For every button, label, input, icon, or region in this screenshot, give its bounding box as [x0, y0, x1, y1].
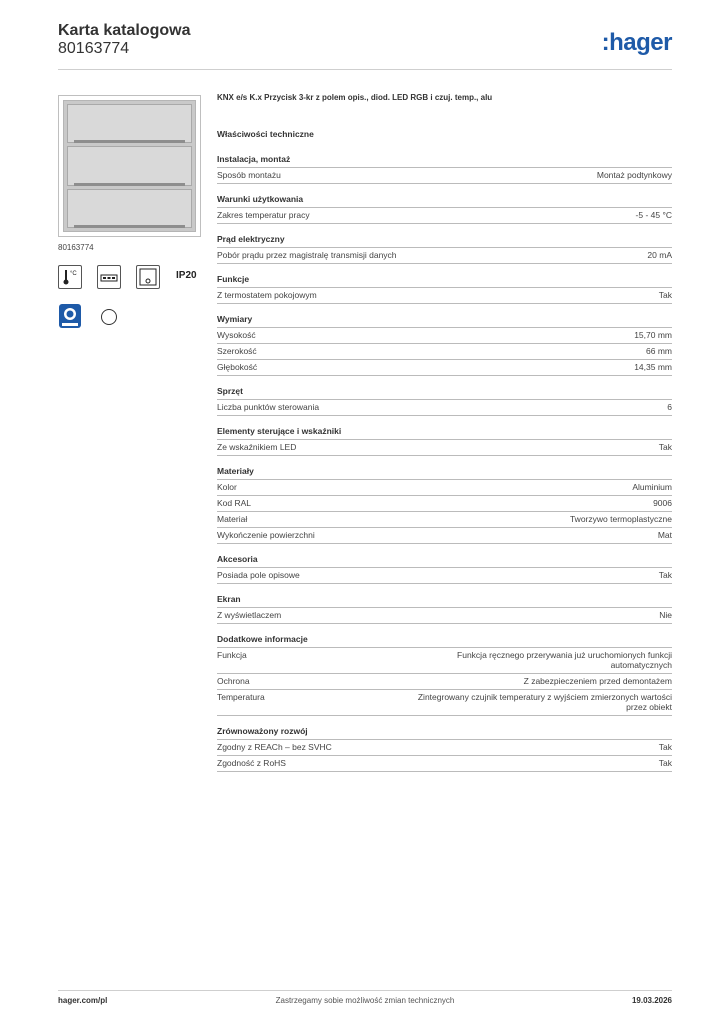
property-section	[217, 154, 672, 184]
property-value: Montaż podtynkowy	[596, 170, 672, 180]
property-section	[217, 234, 672, 264]
property-value: Z zabezpieczeniem przed demontażem	[523, 676, 672, 686]
section-title: Instalacja, montaż	[217, 154, 672, 168]
property-value: Aluminium	[632, 482, 672, 492]
property-label: Temperatura	[217, 692, 265, 702]
section-title: Akcesoria	[217, 554, 672, 568]
section-title: Materiały	[217, 466, 672, 480]
property-label: Z wyświetlaczem	[217, 610, 282, 620]
property-row	[217, 674, 672, 690]
property-value: 6	[667, 402, 672, 412]
main-content	[217, 93, 672, 782]
product-description: KNX e/s K.x Przycisk 3-kr z polem opis., diod. LED RGB i czuj. temp., alu	[217, 93, 493, 102]
property-value: Nie	[659, 610, 672, 620]
property-value: Mat	[657, 530, 672, 540]
property-section	[217, 726, 672, 772]
property-value: -5 - 45 °C	[635, 210, 672, 220]
section-title: Warunki użytkowania	[217, 194, 672, 208]
property-value: 9006	[653, 498, 672, 508]
property-row	[217, 440, 672, 456]
property-value: Funkcja ręcznego przerywania już uruchomionych funkcji automatycznych	[457, 650, 672, 670]
footer-website[interactable]: hager.com/pl	[58, 996, 108, 1005]
property-label: Pobór prądu przez magistralę transmisji danych	[217, 250, 397, 260]
property-section	[217, 274, 672, 304]
thermometer-celsius-icon	[58, 265, 82, 289]
property-section	[217, 426, 672, 456]
property-section	[217, 386, 672, 416]
property-row	[217, 344, 672, 360]
property-label: Wykończenie powierzchni	[217, 530, 315, 540]
property-value: 66 mm	[646, 346, 672, 356]
property-label: Sposób montażu	[217, 170, 281, 180]
property-label: Zakres temperatur pracy	[217, 210, 310, 220]
property-row	[217, 690, 672, 716]
document-number: 80163774	[58, 40, 130, 57]
product-code: 80163774	[58, 243, 94, 252]
property-row	[217, 512, 672, 528]
section-title: Elementy sterujące i wskaźniki	[217, 426, 672, 440]
property-label: Zgodny z REACh – bez SVHC	[217, 742, 332, 752]
property-row	[217, 568, 672, 584]
property-section	[217, 194, 672, 224]
property-row	[217, 608, 672, 624]
property-value: 14,35 mm	[634, 362, 672, 372]
footer-divider	[58, 990, 672, 991]
property-row	[217, 360, 672, 376]
property-value: 15,70 mm	[634, 330, 672, 340]
property-label: Ochrona	[217, 676, 250, 686]
property-row	[217, 740, 672, 756]
footer-notice: Zastrzegamy sobie możliwość zmian technicznych	[275, 996, 455, 1005]
property-section	[217, 554, 672, 584]
property-section	[217, 634, 672, 716]
property-row	[217, 496, 672, 512]
property-row	[217, 756, 672, 772]
property-label: Kolor	[217, 482, 237, 492]
property-section	[217, 594, 672, 624]
property-value: Tak	[658, 742, 672, 752]
push-button-key	[67, 146, 192, 185]
property-label: Ze wskaźnikiem LED	[217, 442, 297, 452]
property-row	[217, 288, 672, 304]
section-title: Zrównoważony rozwój	[217, 726, 672, 740]
property-label: Liczba punktów sterowania	[217, 402, 320, 412]
properties-list	[217, 154, 672, 772]
section-title: Funkcje	[217, 274, 672, 288]
svg-text:°C: °C	[70, 271, 77, 277]
property-row	[217, 480, 672, 496]
sensor-module-icon	[136, 265, 160, 289]
property-row	[217, 400, 672, 416]
property-label: Zgodność z RoHS	[217, 758, 286, 768]
property-value: Zintegrowany czujnik temperatury z wyjściem zmierzonych wartości przez obiekt	[417, 692, 672, 712]
property-section	[217, 466, 672, 544]
property-row	[217, 248, 672, 264]
property-row	[217, 648, 672, 674]
property-label: Z termostatem pokojowym	[217, 290, 317, 300]
footer-date: 19.03.2026	[631, 996, 672, 1005]
hager-logo: :hager	[601, 29, 672, 56]
property-label: Materiał	[217, 514, 248, 524]
property-row	[217, 528, 672, 544]
property-row	[217, 168, 672, 184]
property-label: Kod RAL	[217, 498, 252, 508]
circle-rotation-icon	[97, 305, 121, 329]
section-title: Ekran	[217, 594, 672, 608]
page-footer	[58, 996, 672, 1010]
property-label: Funkcja	[217, 650, 247, 660]
section-title: Sprzęt	[217, 386, 672, 400]
property-value: 20 mA	[647, 250, 672, 260]
eco-label-icon	[58, 303, 82, 329]
property-value: Tak	[658, 442, 672, 452]
ip-rating-icon: IP20	[176, 270, 197, 281]
section-title: Prąd elektryczny	[217, 234, 672, 248]
property-value: Tak	[658, 290, 672, 300]
document-title: Karta katalogowa	[58, 22, 191, 39]
page-header	[58, 20, 672, 70]
product-image	[58, 95, 201, 237]
property-value: Tak	[658, 570, 672, 580]
push-button-frame	[63, 100, 196, 232]
property-value: Tak	[658, 758, 672, 768]
push-button-key	[67, 189, 192, 228]
property-label: Posiada pole opisowe	[217, 570, 300, 580]
property-row	[217, 208, 672, 224]
property-label: Szerokość	[217, 346, 257, 356]
keypad-display-icon	[97, 265, 121, 289]
section-title: Wymiary	[217, 314, 672, 328]
push-button-key	[67, 104, 192, 143]
section-title: Dodatkowe informacje	[217, 634, 672, 648]
technical-properties-title: Właściwości techniczne	[217, 129, 314, 139]
property-value: Tworzywo termoplastyczne	[569, 514, 672, 524]
property-section	[217, 314, 672, 376]
property-label: Głębokość	[217, 362, 258, 372]
property-row	[217, 328, 672, 344]
property-label: Wysokość	[217, 330, 256, 340]
